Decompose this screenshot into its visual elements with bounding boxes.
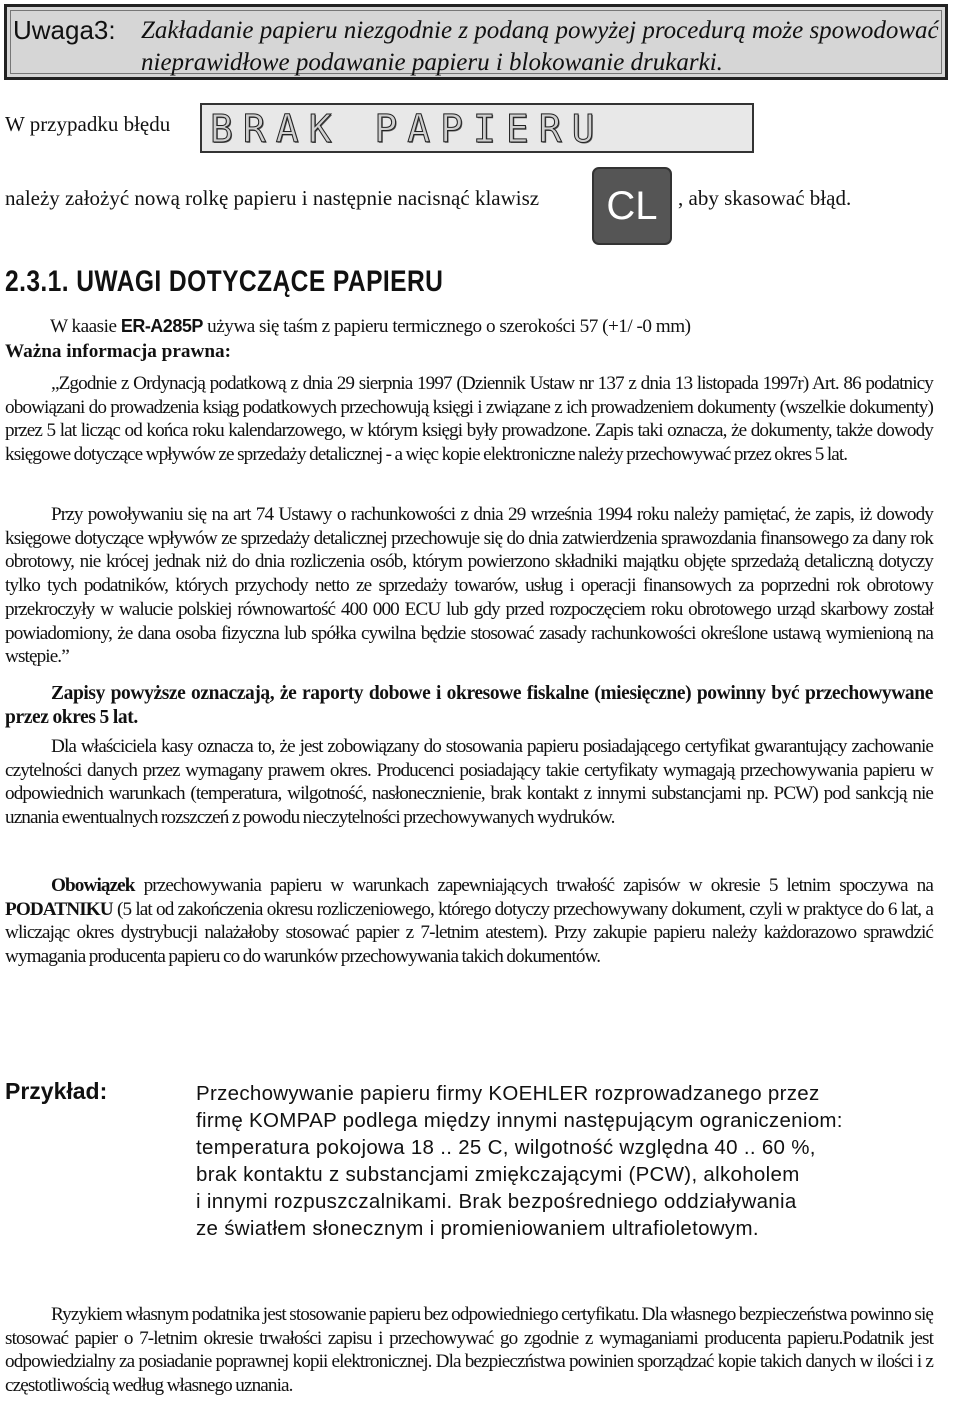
example-text <box>196 1080 956 1242</box>
example-label: Przykład: <box>5 1078 108 1104</box>
obligation-rest: (5 lat od zakończenia okresu rozliczeniowego, którego dotyczy przechowywany dokument, czyli w praktyce do 6 lat, a wliczając okres dystrybucji nalażałoby stosować papier z 7-letnim atestem). Przy zakupie papieru należy każdorazowo sprawdzić wymagania producenta papieru co do warunków przechowywania takich dokumentów. <box>5 898 933 968</box>
intro-before: W kaasie <box>50 316 117 337</box>
obligation-bold: Obowiązek <box>51 875 135 896</box>
cl-row-text: należy założyć nową rolkę papieru i następnie nacisnąć klawisz <box>5 186 540 210</box>
intro-after: używa się taśm z papieru termicznego o szerokości 57 (+1/ -0 mm) <box>207 316 691 337</box>
example-line: Przechowywanie papieru firmy KOEHLER rozprowadzanego przez <box>196 1082 820 1105</box>
legal-paragraph-6: Ryzykiem własnym podatnika jest stosowanie papieru bez odpowiedniego certyfikatu. Dla własnego bezpieczeństwa powinno się stosować papier o 7-letnim okresie trwałości zapisu i przechowywać go zgodnie z wymaganiami producenta papieru.Podatnik jest odpowiedzialny za posiadanie poprawnej kopii elektronicznej. Dla bezpieczństwa powinien sporządzać kopie takich danych w ilości i z częstotliwością według własnego uznania. <box>5 1304 933 1397</box>
taxpayer-bold: PODATNIKU <box>5 898 113 920</box>
section-heading: 2.3.1. UWAGI DOTYCZĄCE PAPIERU <box>5 265 444 298</box>
intro-line <box>50 316 691 338</box>
example-line: ze światłem słonecznym i promieniowaniem ultrafioletowym. <box>196 1217 759 1240</box>
legal-paragraph-2: Przy powoływaniu się na art 74 Ustawy o rachunkowości z dnia 29 września 1994 roku należy pamiętać, że zapis, iż dowody księgowe dotyczące wpływów ze sprzedaży detalicznej przechowuje się do dnia zatwierdzenia sprawozdania finansowego za dany rok obrotowy, nie krócej jednak niż do dnia rozliczenia osób, którym powierzono składniki majątku objęte sprzedażą detaliczną dotyczy tylko tych podatników, których przychody netto ze sprzedaży towarów, usług i operacji finansowych za poprzedni rok obrotowy przekroczyły w walucie polskiej równowartość 400 000 ECU lub gdy przed rozpoczęciem roku obrotowego urząd skarbowy został powiadomiony, że dana osoba fizyczna lub spółka cywilna będzie stosować zasady rachunkowości określone ustawą wymienioną na wstępie.” <box>5 504 933 668</box>
warning-text: Zakładanie papieru niezgodnie z podaną powyżej procedurą może spowodować nieprawidłowe podawanie papieru i blokowanie drukarki. <box>141 17 939 76</box>
warning-box <box>4 4 948 80</box>
cl-key-icon: CL <box>592 167 672 245</box>
model-name: ER-A285P <box>120 316 203 336</box>
obligation-text: przechowywania papieru w warunkach zapewniających trwałość zapisów w okresie 5 letnim spoczywa na <box>134 875 933 896</box>
example-line: temperatura pokojowa 18 .. 25 C, wilgotność względna 40 .. 60 %, <box>196 1136 816 1159</box>
warning-label: Uwaga3: <box>13 15 116 45</box>
legal-paragraph-4: Dla właściciela kasy oznacza to, że jest zobowiązany do stosowania papieru posiadającego certyfikat gwarantujący zachowanie czytelności danych przez wymagany prawem okres. Producenci posiadający takie certyfikaty wymagają przechowywania papieru w odpowiednich warunkach (temperatura, wilgotność, nasłonecznienie, brak kontakt z innymi substancjami np. PCW) pod sankcją nie uznania ewentualnych rozszczeń z powodu nieczytelności przechowywanych wydruków. <box>5 736 933 829</box>
legal-paragraph-3: Zapisy powyższe oznaczają, że raporty dobowe i okresowe fiskalne (miesięczne) powinny być przechowywane przez okres 5 lat. <box>5 683 933 728</box>
legal-paragraph-5 <box>5 874 933 969</box>
lcd-display-text: BRAK PAPIERU <box>210 107 605 151</box>
legal-paragraph-1: „Zgodnie z Ordynacją podatkową z dnia 29 sierpnia 1997 (Dziennik Ustaw nr 137 z dnia 13 listopada 1997r) Art. 86 podatnicy obowiązani do prowadzenia ksiąg podatkowych przechowują księgi i związane z ich prowadzeniem dokumenty (wszelkie dokumenty) przez 5 lat licząc od końca roku kalendarzowego, w którym księgi były prowadzone. Zapis taki oznacza, że dokumenty, także dowody księgowe dotyczące wpływów ze sprzedaży detalicznej - a więc kopie elektroniczne należy przechowywać przez okres 5 lat. <box>5 373 933 466</box>
example-line: brak kontaktu z substancjami zmiękczającymi (PCW), alkoholem <box>196 1163 800 1186</box>
example-line: firmę KOMPAP podlega między innymi następującym ograniczeniom: <box>196 1109 843 1132</box>
lcd-display <box>200 103 754 153</box>
cl-row-after-text: , aby skasować błąd. <box>678 186 852 210</box>
legal-heading: Ważna informacja prawna: <box>5 341 231 362</box>
example-line: i innymi rozpuszczalnikami. Brak bezpośredniego oddziaływania <box>196 1190 797 1213</box>
error-row-prefix: W przypadku błędu <box>5 112 171 136</box>
